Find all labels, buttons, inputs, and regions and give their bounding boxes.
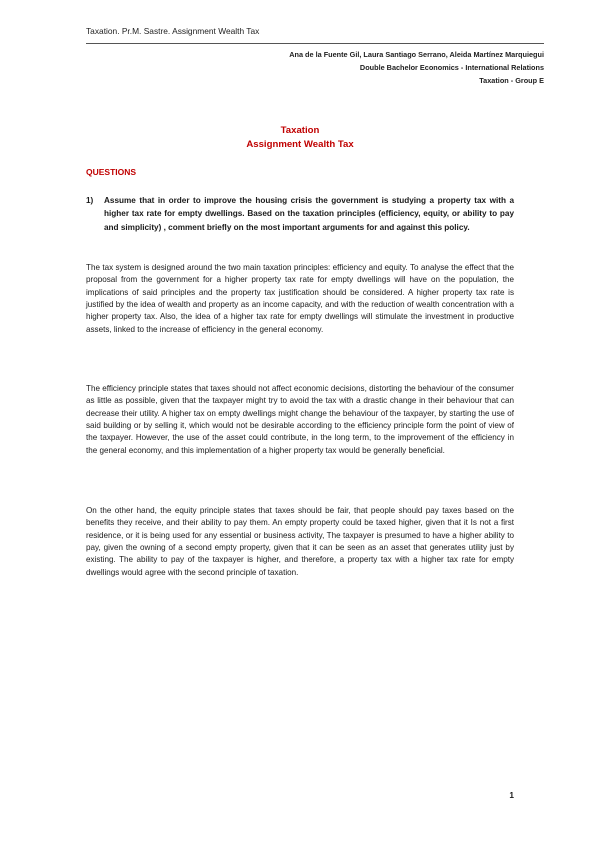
question-number: 1) <box>86 196 94 205</box>
document-title <box>86 124 514 152</box>
section-heading: QUESTIONS <box>86 167 137 177</box>
paragraph-2: The efficiency principle states that taxes should not affect economic decisions, distorting the behaviour of the consumer as little as possible, given that the taxpayer might try to avoid the tax with a drastic change in their behaviour that can decrease their utility. A higher tax on empty dwellings might change the behaviour of the taxpayer, by starting the use of said building or by selling it, which would not be desirable according to the efficiency principle form the point of view of the taxpayer. However, the use of the asset could contribute, in the long term, to the improvement of the efficiency in the general economy, and this implementation of a higher property tax would be generally beneficial. <box>86 384 514 455</box>
authors-line: Ana de la Fuente Gil, Laura Santiago Serrano, Aleida Martínez Marquiegui <box>289 50 544 59</box>
question-1 <box>86 194 514 234</box>
title-line-2: Assignment Wealth Tax <box>246 139 354 150</box>
program-line: Double Bachelor Economics - International Relations <box>359 63 544 73</box>
paragraph-1: The tax system is designed around the two main taxation principles: efficiency and equity. To analyse the effect that the proposal from the government for a higher property tax rate for empty dwellings will have on the population, the implications of said principles and the property tax justification should be considered. A higher property tax rate is justified by the idea of wealth and property as an income capacity, and with the reduction of wealth concentration with a higher property tax. Also, the idea of a higher tax rate for empty dwellings will stimulate the investment in productive assets, linked to the increase of efficiency in the general economy. <box>86 263 514 334</box>
title-line-1: Taxation <box>280 125 320 136</box>
author-block <box>289 48 544 88</box>
group-line: Taxation - Group E <box>479 76 544 86</box>
header-divider <box>86 43 544 44</box>
question-text: Assume that in order to improve the housing crisis the government is studying a property tax with a higher tax rate for empty dwellings. Based on the taxation principles (efficiency, equity, or ability to pay and simplicity) , comment briefly on the most important arguments for and against this policy. <box>104 196 514 232</box>
page-number: 1 <box>509 790 514 800</box>
paragraph-3: On the other hand, the equity principle states that taxes should be fair, that people should pay taxes based on the benefits they receive, and their ability to pay them. An empty property could be taxed higher, given that it Is not a first residence, or it is being used for any essential or business activity, The taxpayer is presumed to have a higher ability to pay, given the owning of a second empty property, given that it can be seen as an asset that generates utility just by existing. The ability to pay of the taxpayer is higher, and therefore, a property tax with a higher tax rate for empty dwellings would agree with the second principle of taxation. <box>86 506 514 577</box>
running-header: Taxation. Pr.M. Sastre. Assignment Wealth Tax <box>86 26 260 36</box>
